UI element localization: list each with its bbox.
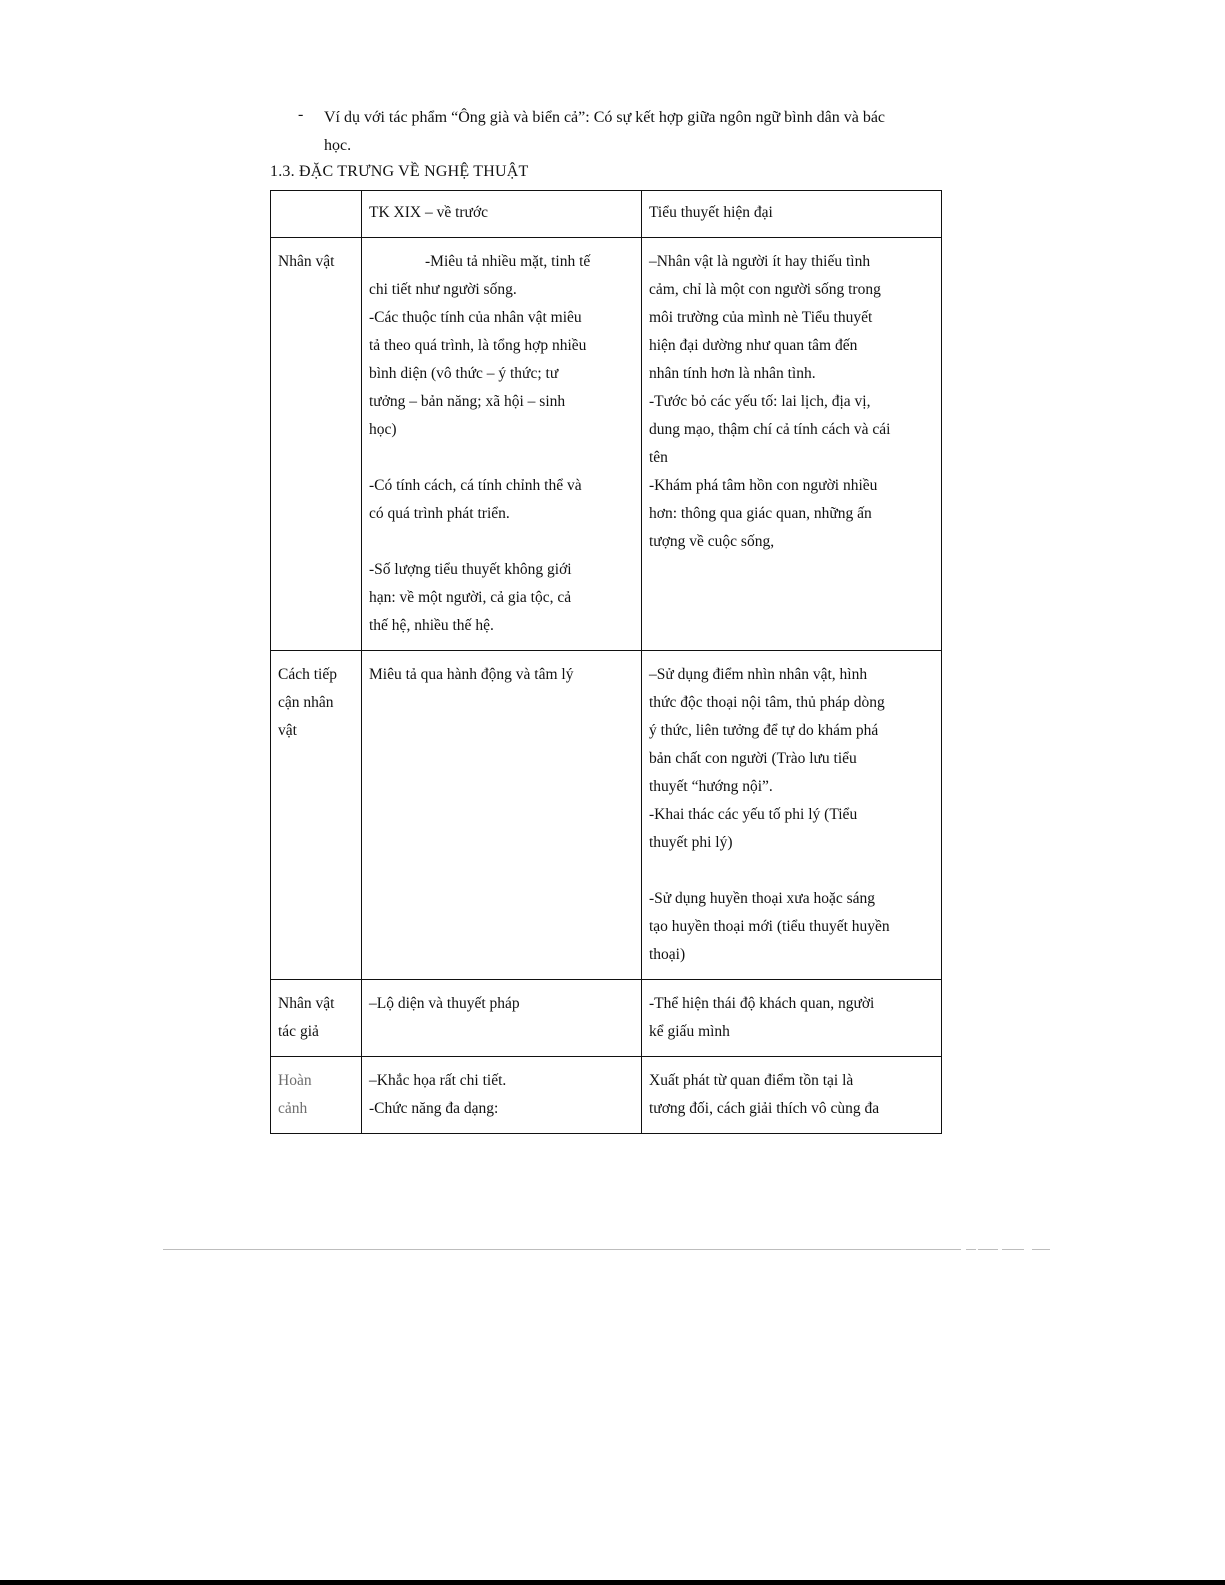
- section-title: 1.3. ĐẶC TRƯNG VỀ NGHỆ THUẬT: [270, 163, 529, 180]
- cell-line: tưởng – bản năng; xã hội – sinh: [369, 393, 566, 410]
- cell-line: tả theo quá trình, là tổng hợp nhiều: [369, 337, 587, 354]
- cell-line: cảnh: [278, 1100, 308, 1117]
- cell-line: kể giấu mình: [649, 1023, 730, 1040]
- bullet-dash: -: [298, 106, 304, 123]
- cell-line: ý thức, liên tưởng để tự do khám phá: [649, 722, 879, 739]
- header-cell-modern-novel: Tiểu thuyết hiện đại: [642, 191, 942, 238]
- cell-line: -Thể hiện thái độ khách quan, người: [649, 995, 875, 1012]
- cell-line: tác giả: [278, 1023, 319, 1040]
- cell-line: bản chất con người (Trào lưu tiểu: [649, 750, 857, 767]
- cell-line: -Khai thác các yếu tố phi lý (Tiểu: [649, 806, 858, 823]
- cell-line: -Chức năng đa dạng:: [369, 1100, 499, 1117]
- cell-line: thế hệ, nhiều thế hệ.: [369, 617, 494, 634]
- page-footer-dash: [966, 1249, 976, 1250]
- page-bottom-edge: [0, 1580, 1225, 1585]
- cell-line: Nhân vật: [278, 995, 335, 1012]
- cell-line: tạo huyền thoại mới (tiểu thuyết huyền: [649, 918, 890, 935]
- cell-line: -Các thuộc tính của nhân vật miêu: [369, 309, 582, 326]
- paragraph-gap: [369, 444, 634, 472]
- cell-line: -Có tính cách, cá tính chỉnh thể và: [369, 477, 582, 494]
- bullet-text: Ví dụ với tác phẩm “Ông già và biển cả”: Có sự kết hợp giữa ngôn ngữ bình dân và bác học.: [324, 109, 886, 154]
- cell-line: vật: [278, 722, 297, 739]
- cell-line: hạn: về một người, cả gia tộc, cả: [369, 589, 572, 606]
- cell-line: -Khám phá tâm hồn con người nhiều: [649, 477, 878, 494]
- cell-line: thức độc thoại nội tâm, thủ pháp dòng: [649, 694, 885, 711]
- header-empty-cell: [271, 191, 362, 238]
- cell-line: thuyết “hướng nội”.: [649, 778, 773, 795]
- cell-line: –Khắc họa rất chi tiết.: [369, 1072, 507, 1089]
- cell-line: tương đối, cách giải thích vô cùng đa: [649, 1100, 880, 1117]
- cell-line: -Sử dụng huyền thoại xưa hoặc sáng: [649, 890, 876, 907]
- cell-line: thuyết phi lý): [649, 834, 733, 851]
- table-row: [271, 651, 942, 980]
- cell-line: hiện đại dường như quan tâm đến: [649, 337, 858, 354]
- row-approach-modern-cell: [642, 651, 942, 980]
- cell-line: cảm, chỉ là một con người sống trong: [649, 281, 881, 298]
- table-row: [271, 980, 942, 1057]
- row-character-modern-cell: [642, 238, 942, 651]
- cell-line: Cách tiếp: [278, 666, 337, 683]
- cell-line: có quá trình phát triển.: [369, 505, 510, 522]
- table-row: [271, 1057, 942, 1134]
- cell-line: –Nhân vật là người ít hay thiếu tình: [649, 253, 871, 270]
- table-header-row: [271, 191, 942, 238]
- cell-line: Xuất phát từ quan điểm tồn tại là: [649, 1072, 854, 1089]
- cell-line: bình diện (vô thức – ý thức; tư: [369, 365, 559, 382]
- paragraph-gap: [649, 857, 934, 885]
- row-label-setting: [271, 1057, 362, 1134]
- page-footer-rule: [163, 1249, 961, 1250]
- row-label-approach: [271, 651, 362, 980]
- row-approach-19th-cell: Miêu tả qua hành động và tâm lý: [362, 651, 642, 980]
- cell-line: cận nhân: [278, 694, 334, 711]
- cell-line: tượng về cuộc sống,: [649, 533, 775, 550]
- row-label-author: [271, 980, 362, 1057]
- cell-line: -Số lượng tiểu thuyết không giới: [369, 561, 572, 578]
- cell-line: hơn: thông qua giác quan, những ấn: [649, 505, 872, 522]
- cell-line: -Miêu tả nhiều mặt, tinh tế: [425, 253, 591, 270]
- cell-line: chi tiết như người sống.: [369, 281, 517, 298]
- row-setting-modern-cell: [642, 1057, 942, 1134]
- row-author-19th-cell: –Lộ diện và thuyết pháp: [362, 980, 642, 1057]
- row-label-character: Nhân vật: [271, 238, 362, 651]
- paragraph-gap: [369, 528, 634, 556]
- page-footer-dash: [1032, 1249, 1050, 1250]
- cell-line: môi trường của mình nè Tiểu thuyết: [649, 309, 873, 326]
- table-row: [271, 238, 942, 651]
- page-footer-dash: [978, 1249, 998, 1250]
- cell-line: học): [369, 421, 397, 438]
- row-character-19th-cell: [362, 238, 642, 651]
- page-footer-dash: [1002, 1249, 1024, 1250]
- cell-line: -Tước bỏ các yếu tố: lai lịch, địa vị,: [649, 393, 871, 410]
- cell-line: –Sử dụng điểm nhìn nhân vật, hình: [649, 666, 868, 683]
- cell-line: tên: [649, 449, 668, 466]
- cell-line: Hoàn: [278, 1072, 312, 1089]
- cell-line: dung mạo, thậm chí cả tính cách và cái: [649, 421, 891, 438]
- row-author-modern-cell: [642, 980, 942, 1057]
- row-setting-19th-cell: [362, 1057, 642, 1134]
- header-cell-19th-century: TK XIX – về trước: [362, 191, 642, 238]
- cell-line: thoại): [649, 946, 686, 963]
- art-features-table: [270, 190, 942, 1134]
- cell-line: nhân tính hơn là nhân tình.: [649, 365, 816, 382]
